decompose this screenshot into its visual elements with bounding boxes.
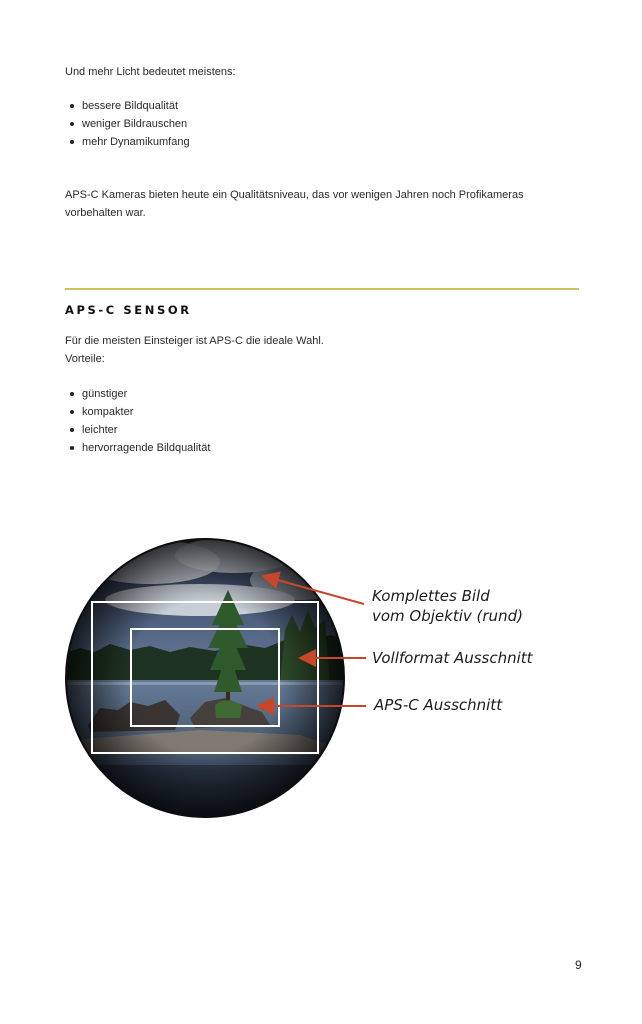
- list-item: leichter: [62, 421, 210, 439]
- callout-fullframe: Vollformat Ausschnitt: [372, 649, 533, 667]
- list-item: kompakter: [62, 403, 210, 421]
- list-item: mehr Dynamikumfang: [62, 133, 190, 151]
- advantages-list: [62, 385, 210, 457]
- callout-full-image-line2: vom Objektiv (rund): [372, 607, 523, 625]
- lens-image-illustration: [0, 520, 642, 840]
- list-item: weniger Bildrauschen: [62, 115, 190, 133]
- list-item: bessere Bildqualität: [62, 97, 190, 115]
- list-item: günstiger: [62, 385, 210, 403]
- benefits-list: [62, 97, 190, 151]
- list-item: hervorragende Bildqualität: [62, 439, 210, 457]
- section-intro: Für die meisten Einsteiger ist APS-C die ideale Wahl.: [65, 335, 324, 347]
- intro-paragraph: APS-C Kameras bieten heute ein Qualitätsniveau, das vor wenigen Jahren noch Profikameras vorbehalten war.: [65, 189, 524, 219]
- sensor-crop-diagram: [0, 520, 642, 840]
- advantages-label: Vorteile:: [65, 353, 105, 365]
- section-heading: APS-C SENSOR: [65, 303, 192, 317]
- intro-lead: Und mehr Licht bedeutet meistens:: [65, 66, 236, 78]
- callout-full-image: [372, 586, 523, 626]
- callout-full-image-line1: Komplettes Bild: [372, 587, 490, 605]
- page-number: 9: [575, 958, 582, 972]
- section-divider: [65, 288, 579, 290]
- callout-apsc: APS-C Ausschnitt: [374, 696, 503, 714]
